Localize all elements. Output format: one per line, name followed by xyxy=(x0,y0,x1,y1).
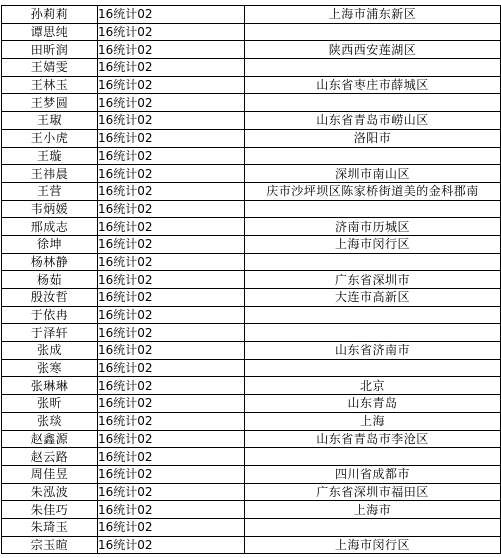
class-cell[interactable]: 16统计02 xyxy=(98,94,245,112)
address-cell[interactable]: 庆市沙坪坝区陈家桥街道美的金科郡南 xyxy=(245,182,501,200)
table-row xyxy=(2,129,501,147)
address-cell[interactable]: 洛阳市 xyxy=(245,129,501,147)
address-cell[interactable] xyxy=(245,448,501,466)
address-cell[interactable]: 上海市闵行区 xyxy=(245,235,501,253)
table-row xyxy=(2,324,501,342)
class-cell[interactable]: 16统计02 xyxy=(98,395,245,413)
address-cell[interactable]: 山东省青岛市崂山区 xyxy=(245,112,501,130)
name-cell[interactable]: 孙莉莉 xyxy=(2,6,98,24)
address-cell[interactable]: 广东省深圳市 xyxy=(245,271,501,289)
name-cell[interactable]: 于依冉 xyxy=(2,306,98,324)
table-row xyxy=(2,448,501,466)
address-cell[interactable]: 上海 xyxy=(245,412,501,430)
table-row xyxy=(2,6,501,24)
table-row xyxy=(2,218,501,236)
name-cell[interactable]: 张昕 xyxy=(2,395,98,413)
name-cell[interactable]: 杨林静 xyxy=(2,253,98,271)
name-cell[interactable]: 韦炳媛 xyxy=(2,200,98,218)
address-cell[interactable]: 山东省枣庄市薛城区 xyxy=(245,76,501,94)
address-cell[interactable] xyxy=(245,306,501,324)
name-cell[interactable]: 于泽轩 xyxy=(2,324,98,342)
table-row xyxy=(2,59,501,77)
class-cell[interactable]: 16统计02 xyxy=(98,147,245,165)
table-body xyxy=(2,6,501,554)
address-cell[interactable] xyxy=(245,59,501,77)
table-row xyxy=(2,430,501,448)
table-row xyxy=(2,412,501,430)
class-cell[interactable]: 16统计02 xyxy=(98,59,245,77)
name-cell[interactable]: 杨茹 xyxy=(2,271,98,289)
name-cell[interactable]: 谭思纯 xyxy=(2,23,98,41)
class-cell[interactable]: 16统计02 xyxy=(98,518,245,536)
class-cell[interactable]: 16统计02 xyxy=(98,342,245,360)
name-cell[interactable]: 赵云路 xyxy=(2,448,98,466)
class-cell[interactable]: 16统计02 xyxy=(98,165,245,183)
class-cell[interactable]: 16统计02 xyxy=(98,253,245,271)
address-cell[interactable]: 山东青岛 xyxy=(245,395,501,413)
table-row xyxy=(2,271,501,289)
class-cell[interactable]: 16统计02 xyxy=(98,430,245,448)
class-cell[interactable]: 16统计02 xyxy=(98,41,245,59)
address-cell[interactable]: 山东省青岛市李沧区 xyxy=(245,430,501,448)
name-cell[interactable]: 张琳琳 xyxy=(2,377,98,395)
class-cell[interactable]: 16统计02 xyxy=(98,235,245,253)
table-row xyxy=(2,235,501,253)
table-row xyxy=(2,518,501,536)
name-cell[interactable]: 王林玉 xyxy=(2,76,98,94)
class-cell[interactable]: 16统计02 xyxy=(98,501,245,519)
table-row xyxy=(2,200,501,218)
spreadsheet-table xyxy=(1,5,501,554)
class-cell[interactable]: 16统计02 xyxy=(98,359,245,377)
address-cell[interactable] xyxy=(245,518,501,536)
table-row xyxy=(2,182,501,200)
name-cell[interactable]: 朱佳巧 xyxy=(2,501,98,519)
address-cell[interactable]: 四川省成都市 xyxy=(245,465,501,483)
name-cell[interactable]: 周佳昱 xyxy=(2,465,98,483)
name-cell[interactable]: 宗玉暄 xyxy=(2,536,98,554)
table-row xyxy=(2,359,501,377)
address-cell[interactable]: 上海市 xyxy=(245,501,501,519)
table-row xyxy=(2,23,501,41)
class-cell[interactable]: 16统计02 xyxy=(98,448,245,466)
address-cell[interactable]: 大连市高新区 xyxy=(245,289,501,307)
table-row xyxy=(2,377,501,395)
table-row xyxy=(2,306,501,324)
address-cell[interactable] xyxy=(245,200,501,218)
address-cell[interactable]: 北京 xyxy=(245,377,501,395)
table-row xyxy=(2,41,501,59)
name-cell[interactable]: 王营 xyxy=(2,182,98,200)
class-cell[interactable]: 16统计02 xyxy=(98,536,245,554)
address-cell[interactable] xyxy=(245,253,501,271)
name-cell[interactable]: 王琡 xyxy=(2,112,98,130)
class-cell[interactable]: 16统计02 xyxy=(98,483,245,501)
class-cell[interactable]: 16统计02 xyxy=(98,412,245,430)
table-row xyxy=(2,112,501,130)
address-cell[interactable] xyxy=(245,147,501,165)
name-cell[interactable]: 徐坤 xyxy=(2,235,98,253)
name-cell[interactable]: 王婧雯 xyxy=(2,59,98,77)
class-cell[interactable]: 16统计02 xyxy=(98,271,245,289)
class-cell[interactable]: 16统计02 xyxy=(98,23,245,41)
table-row xyxy=(2,465,501,483)
name-cell[interactable]: 张成 xyxy=(2,342,98,360)
name-cell[interactable]: 殷汝哲 xyxy=(2,289,98,307)
table-row xyxy=(2,483,501,501)
table-row xyxy=(2,342,501,360)
table-row xyxy=(2,395,501,413)
class-cell[interactable]: 16统计02 xyxy=(98,324,245,342)
address-cell[interactable]: 陕西西安莲湖区 xyxy=(245,41,501,59)
address-cell[interactable]: 上海市浦东新区 xyxy=(245,6,501,24)
class-cell[interactable]: 16统计02 xyxy=(98,465,245,483)
name-cell[interactable]: 赵鑫源 xyxy=(2,430,98,448)
table-row xyxy=(2,501,501,519)
table-row xyxy=(2,147,501,165)
table-row xyxy=(2,165,501,183)
class-cell[interactable]: 16统计02 xyxy=(98,76,245,94)
class-cell[interactable]: 16统计02 xyxy=(98,112,245,130)
address-cell[interactable]: 上海市闵行区 xyxy=(245,536,501,554)
address-cell[interactable] xyxy=(245,359,501,377)
name-cell[interactable]: 王祎晨 xyxy=(2,165,98,183)
name-cell[interactable]: 邢成志 xyxy=(2,218,98,236)
name-cell[interactable]: 张琰 xyxy=(2,412,98,430)
name-cell[interactable]: 张寒 xyxy=(2,359,98,377)
address-cell[interactable]: 山东省济南市 xyxy=(245,342,501,360)
table-row xyxy=(2,253,501,271)
class-cell[interactable]: 16统计02 xyxy=(98,306,245,324)
table-row xyxy=(2,536,501,554)
class-cell[interactable]: 16统计02 xyxy=(98,289,245,307)
name-cell[interactable]: 田昕润 xyxy=(2,41,98,59)
address-cell[interactable] xyxy=(245,94,501,112)
name-cell[interactable]: 王梦圆 xyxy=(2,94,98,112)
address-cell[interactable]: 济南市历城区 xyxy=(245,218,501,236)
class-cell[interactable]: 16统计02 xyxy=(98,200,245,218)
table-row xyxy=(2,94,501,112)
name-cell[interactable]: 王璇 xyxy=(2,147,98,165)
class-cell[interactable]: 16统计02 xyxy=(98,218,245,236)
table-row xyxy=(2,76,501,94)
address-cell[interactable] xyxy=(245,23,501,41)
address-cell[interactable] xyxy=(245,324,501,342)
class-cell[interactable]: 16统计02 xyxy=(98,6,245,24)
class-cell[interactable]: 16统计02 xyxy=(98,377,245,395)
name-cell[interactable]: 朱泓波 xyxy=(2,483,98,501)
address-cell[interactable]: 深圳市南山区 xyxy=(245,165,501,183)
address-cell[interactable]: 广东省深圳市福田区 xyxy=(245,483,501,501)
table-row xyxy=(2,289,501,307)
name-cell[interactable]: 王小虎 xyxy=(2,129,98,147)
class-cell[interactable]: 16统计02 xyxy=(98,129,245,147)
name-cell[interactable]: 朱琦玉 xyxy=(2,518,98,536)
class-cell[interactable]: 16统计02 xyxy=(98,182,245,200)
